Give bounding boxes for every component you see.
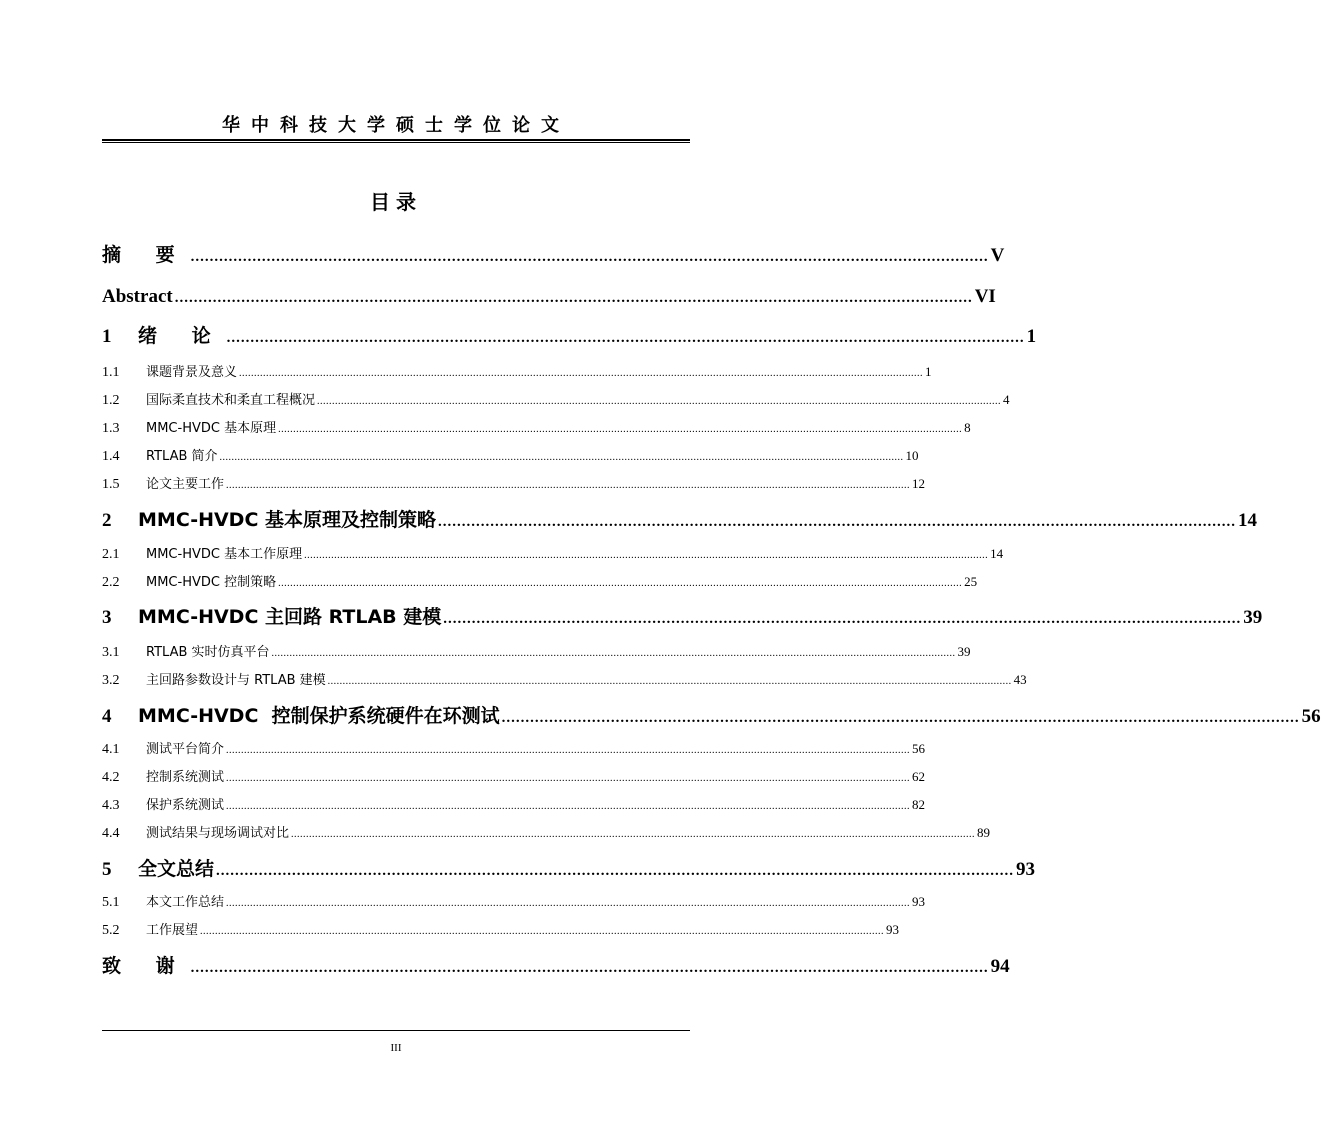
toc-entry-page: 39 xyxy=(1243,607,1263,628)
toc-entry-page: 93 xyxy=(886,922,900,937)
toc-entry-number: 5.2 xyxy=(102,923,120,938)
toc-entry-label: MMC-HVDC 基本原理及控制策略 xyxy=(138,509,437,531)
toc-leader-dots: .................................................................................................................................................................................................................................... xyxy=(327,676,1012,687)
toc-entry-label: 绪 论 xyxy=(138,325,225,347)
toc-entry-section[interactable] xyxy=(102,361,932,383)
toc-entry-page: V xyxy=(990,245,1005,266)
toc-entry-label: MMC-HVDC 基本工作原理 xyxy=(146,547,303,562)
toc-entry-section[interactable] xyxy=(102,794,926,816)
toc-leader-dots: .................................................................................................................................................................................................................................... xyxy=(271,648,956,659)
toc-entry-number: 5 xyxy=(102,859,112,880)
toc-entry-acknowledgements[interactable] xyxy=(102,952,1010,980)
toc-entry-page: 14 xyxy=(1238,510,1258,531)
toc-entry-label: MMC-HVDC 控制策略 xyxy=(146,575,277,590)
toc-entry-page: 25 xyxy=(964,574,978,589)
toc-entry-page: 39 xyxy=(957,644,971,659)
toc-entry-section[interactable] xyxy=(102,445,919,467)
toc-entry-label: 主回路参数设计与 RTLAB 建模 xyxy=(146,673,326,688)
running-header: 华中科技大学硕士学位论文 xyxy=(222,115,570,136)
footer-rule xyxy=(102,1030,690,1031)
toc-entry-number: 5.1 xyxy=(102,895,120,910)
toc-entry-number: 4.4 xyxy=(102,826,120,841)
toc-entry-page: 56 xyxy=(912,741,926,756)
toc-entry-section[interactable] xyxy=(102,389,1010,411)
toc-entry-label: 国际柔直技术和柔直工程概况 xyxy=(146,393,316,408)
toc-entry-section[interactable] xyxy=(102,473,926,495)
toc-entry-label: 控制系统测试 xyxy=(146,770,225,785)
toc-entry-number: 1.2 xyxy=(102,393,120,408)
toc-entry-label: 测试平台简介 xyxy=(146,742,225,757)
toc-entry-label: 课题背景及意义 xyxy=(146,365,238,380)
toc-entry-chapter-4[interactable] xyxy=(102,702,1321,730)
toc-leader-dots: .................................................................................................................................................................................................................................... xyxy=(200,926,885,937)
toc-leader-dots: ........................................................................................................................................................................ xyxy=(226,330,1025,346)
toc-entry-label: RTLAB 简介 xyxy=(146,449,218,464)
toc-entry-number: 4 xyxy=(102,706,112,727)
toc-entry-page: 82 xyxy=(912,797,926,812)
toc-entry-page: 43 xyxy=(1013,672,1027,687)
toc-entry-label: RTLAB 实时仿真平台 xyxy=(146,645,270,660)
toc-leader-dots: .................................................................................................................................................................................................................................... xyxy=(226,898,911,909)
page-number: III xyxy=(390,1042,402,1054)
toc-entry-label: 全文总结 xyxy=(138,858,215,880)
toc-entry-label: 保护系统测试 xyxy=(146,798,225,813)
toc-entry-page: 62 xyxy=(912,769,926,784)
toc-entry-number: 3.2 xyxy=(102,673,120,688)
toc-entry-section[interactable] xyxy=(102,543,1004,565)
toc-entry-number: 1.5 xyxy=(102,477,120,492)
toc-entry-number: 1.1 xyxy=(102,365,120,380)
toc-entry-number: 1.3 xyxy=(102,421,120,436)
toc-leader-dots: .................................................................................................................................................................................................................................... xyxy=(278,578,963,589)
toc-entry-label: MMC-HVDC 控制保护系统硬件在环测试 xyxy=(138,705,500,727)
toc-leader-dots: .................................................................................................................................................................................................................................... xyxy=(226,801,911,812)
toc-entry-page: 4 xyxy=(1003,392,1010,407)
toc-leader-dots: .................................................................................................................................................................................................................................... xyxy=(239,368,924,379)
toc-entry-section[interactable] xyxy=(102,766,926,788)
toc-entry-label: Abstract xyxy=(102,286,173,307)
toc-entry-number: 2.1 xyxy=(102,547,120,562)
toc-entry-number: 1 xyxy=(102,326,112,347)
toc-entry-section[interactable] xyxy=(102,822,991,844)
toc-entry-label: MMC-HVDC 基本原理 xyxy=(146,421,277,436)
toc-entry-label: 论文主要工作 xyxy=(146,477,225,492)
toc-entry-label: 摘 要 xyxy=(102,244,189,266)
toc-entry-page: 1 xyxy=(925,364,932,379)
toc-leader-dots: .................................................................................................................................................................................................................................... xyxy=(278,424,963,435)
toc-entry-chapter-2[interactable] xyxy=(102,506,1258,534)
toc-leader-dots: ........................................................................................................................................................................ xyxy=(501,710,1300,726)
toc-leader-dots: ........................................................................................................................................................................ xyxy=(190,249,989,265)
toc-leader-dots: ........................................................................................................................................................................ xyxy=(443,611,1242,627)
toc-leader-dots: ........................................................................................................................................................................ xyxy=(216,863,1015,879)
toc-entry-chapter-3[interactable] xyxy=(102,603,1263,631)
toc-entry-section[interactable] xyxy=(102,738,926,760)
toc-entry-label: 本文工作总结 xyxy=(146,895,225,910)
toc-entry-label: 工作展望 xyxy=(146,923,199,938)
toc-entry-page: 93 xyxy=(1016,859,1036,880)
toc-entry-number: 1.4 xyxy=(102,449,120,464)
toc-leader-dots: .................................................................................................................................................................................................................................... xyxy=(219,452,904,463)
toc-entry-label: MMC-HVDC 主回路 RTLAB 建模 xyxy=(138,606,442,628)
toc-entry-label: 致 谢 xyxy=(102,955,189,977)
toc-entry-number: 3 xyxy=(102,607,112,628)
toc-entry-chapter-5[interactable] xyxy=(102,855,1036,883)
toc-leader-dots: ........................................................................................................................................................................ xyxy=(174,290,973,306)
toc-entry-section[interactable] xyxy=(102,571,978,593)
header-rule xyxy=(102,139,690,143)
toc-entry-page: 93 xyxy=(912,894,926,909)
toc-entry-number: 4.1 xyxy=(102,742,120,757)
toc-entry-abstract-en[interactable] xyxy=(102,283,996,311)
toc-entry-section[interactable] xyxy=(102,919,900,941)
toc-leader-dots: .................................................................................................................................................................................................................................... xyxy=(317,396,1002,407)
toc-entry-page: 8 xyxy=(964,420,971,435)
toc-entry-page: 14 xyxy=(990,546,1004,561)
toc-entry-page: 89 xyxy=(977,825,991,840)
toc-leader-dots: ........................................................................................................................................................................ xyxy=(438,514,1237,530)
toc-entry-label: 测试结果与现场调试对比 xyxy=(146,826,290,841)
toc-entry-section[interactable] xyxy=(102,641,971,663)
toc-entry-number: 2.2 xyxy=(102,575,120,590)
toc-entry-number: 3.1 xyxy=(102,645,120,660)
toc-entry-page: 10 xyxy=(905,448,919,463)
toc-leader-dots: .................................................................................................................................................................................................................................... xyxy=(226,745,911,756)
toc-entry-chapter-1[interactable] xyxy=(102,322,1037,350)
toc-entry-abstract-cn[interactable] xyxy=(102,241,1005,269)
toc-entry-page: 1 xyxy=(1026,326,1037,347)
toc-leader-dots: .................................................................................................................................................................................................................................... xyxy=(226,773,911,784)
toc-entry-number: 4.2 xyxy=(102,770,120,785)
toc-entry-page: VI xyxy=(974,286,996,307)
toc-entry-page: 56 xyxy=(1301,706,1321,727)
toc-heading: 目录 xyxy=(370,190,422,214)
toc-leader-dots: ........................................................................................................................................................................ xyxy=(190,960,989,976)
toc-leader-dots: .................................................................................................................................................................................................................................... xyxy=(226,480,911,491)
toc-entry-section[interactable] xyxy=(102,417,971,439)
toc-leader-dots: .................................................................................................................................................................................................................................... xyxy=(291,829,976,840)
toc-entry-page: 94 xyxy=(990,956,1010,977)
toc-entry-number: 4.3 xyxy=(102,798,120,813)
toc-entry-number: 2 xyxy=(102,510,112,531)
toc-entry-section[interactable] xyxy=(102,669,1027,691)
toc-entry-page: 12 xyxy=(912,476,926,491)
toc-leader-dots: .................................................................................................................................................................................................................................... xyxy=(304,550,989,561)
toc-entry-section[interactable] xyxy=(102,891,926,913)
